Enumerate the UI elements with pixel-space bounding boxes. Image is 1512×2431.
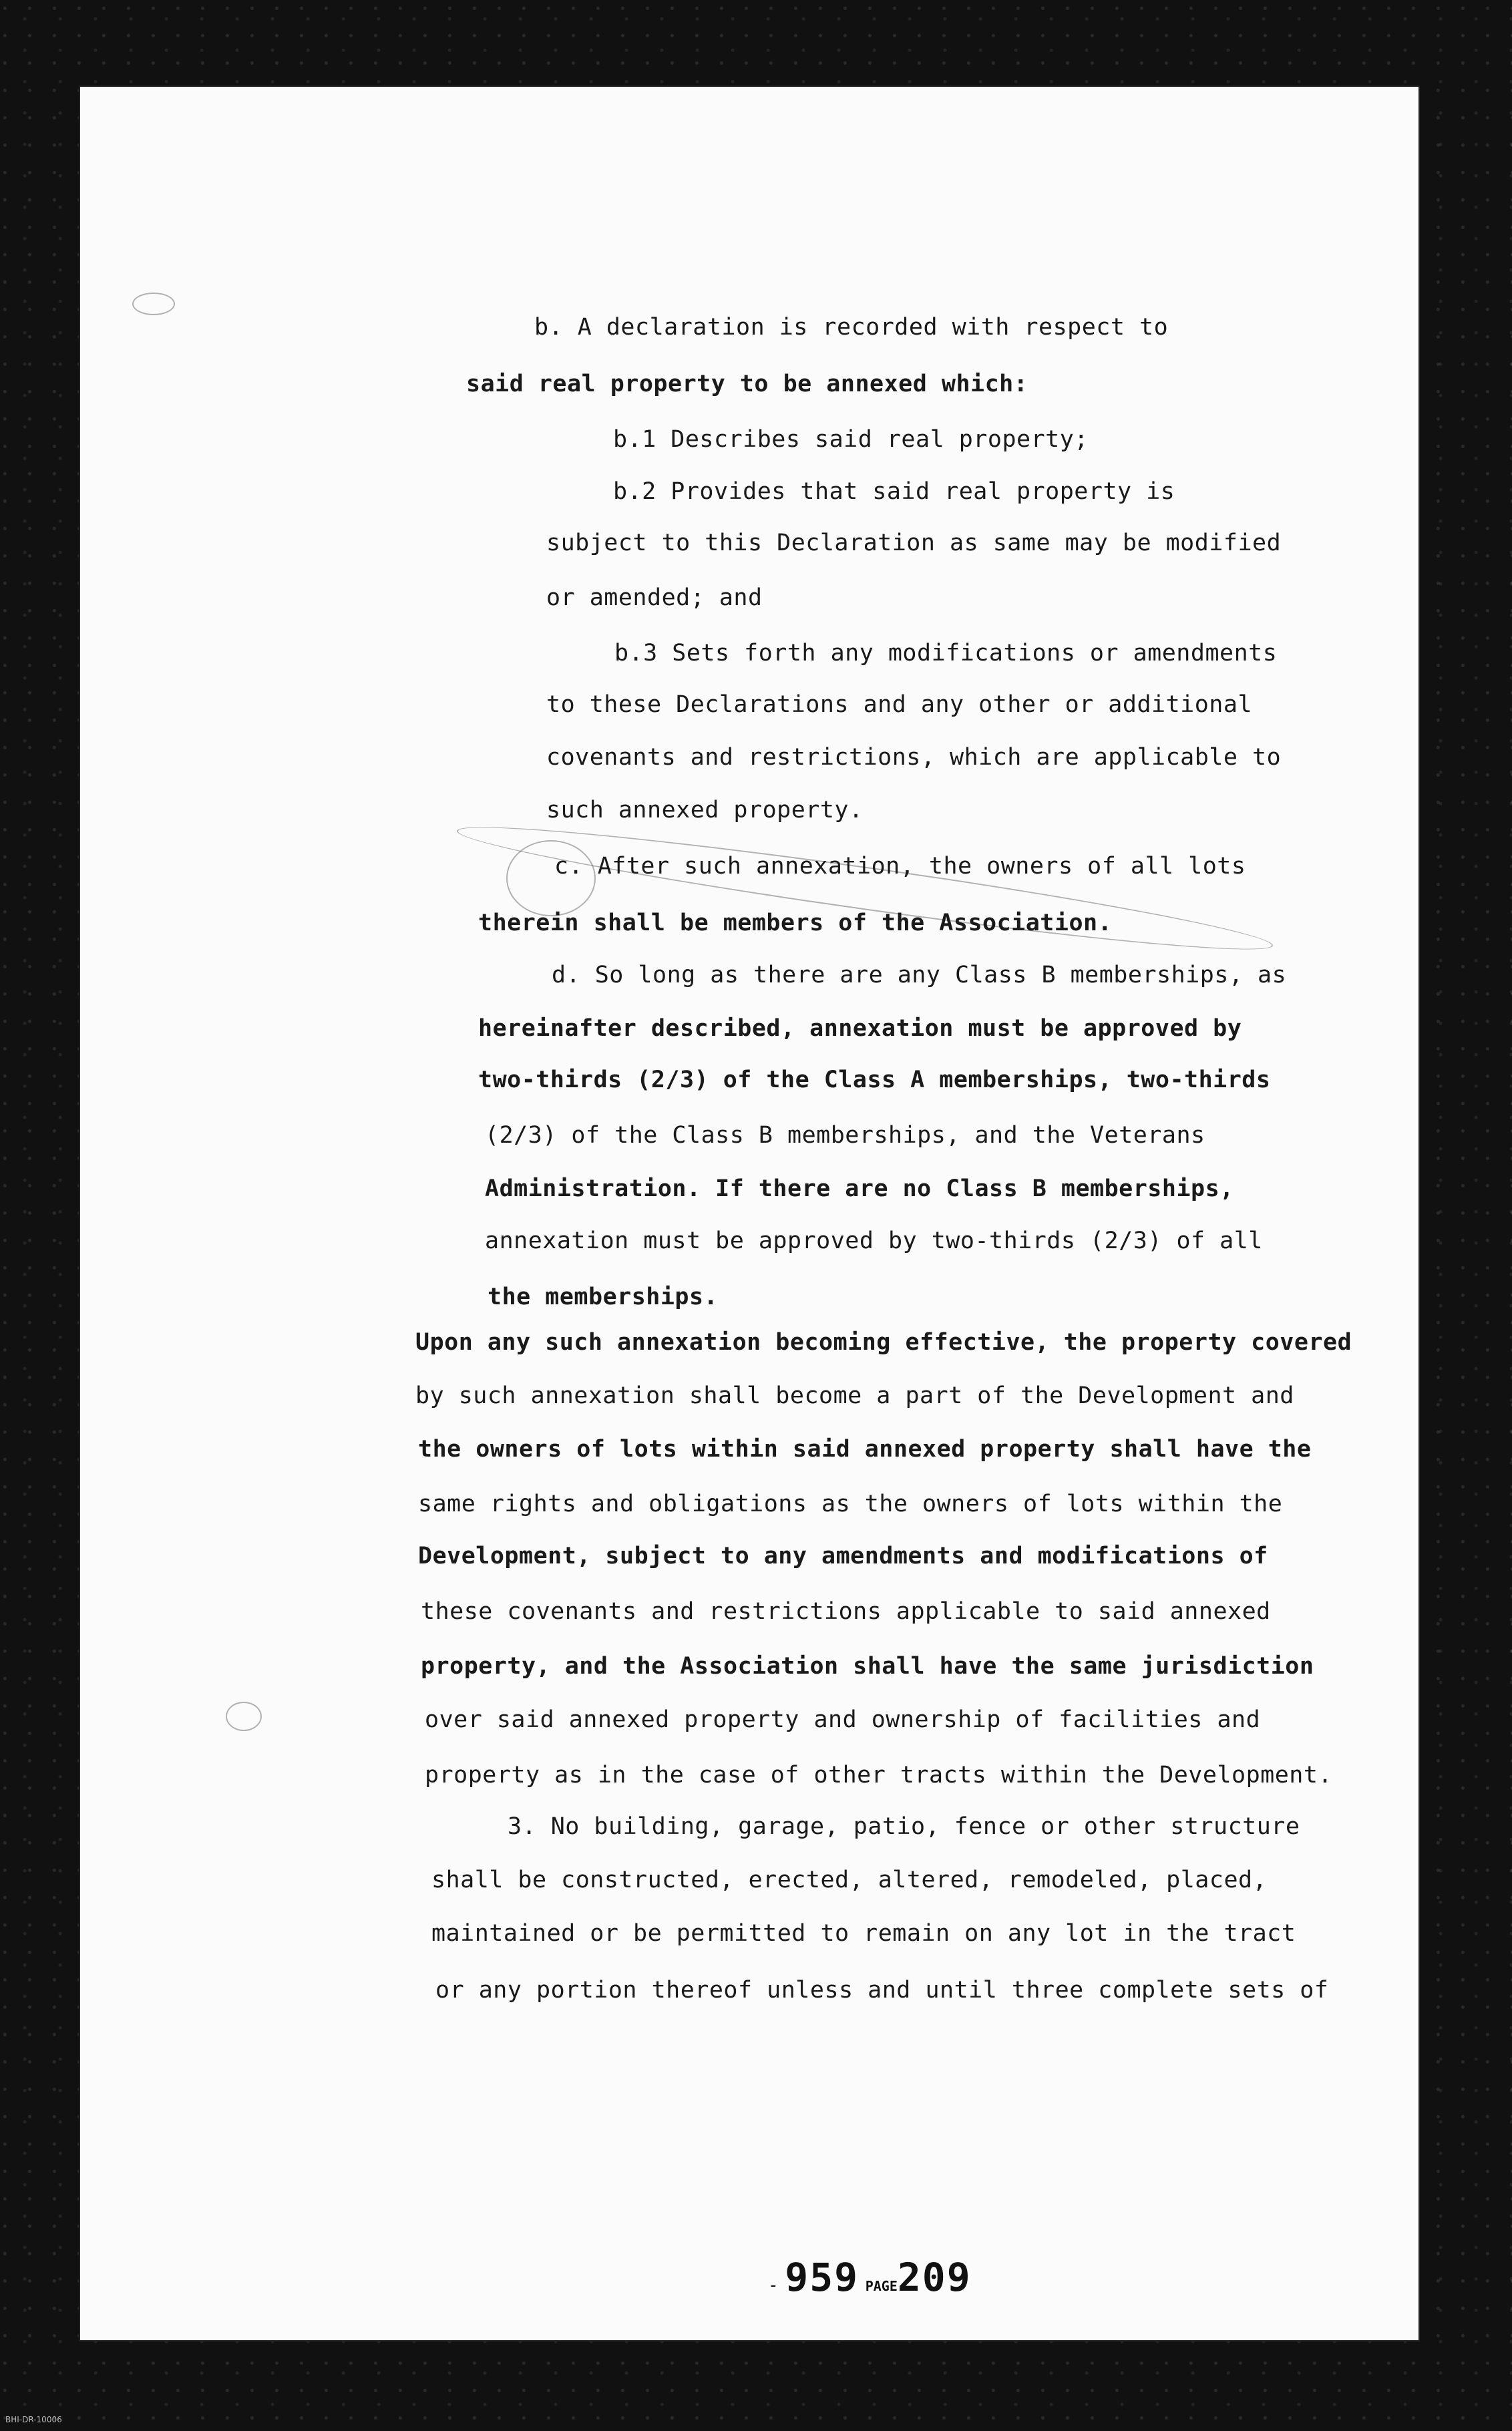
- doc-line: Administration. If there are no Class B memberships,: [485, 1175, 1234, 1202]
- doc-line: (2/3) of the Class B memberships, and the Veterans: [485, 1122, 1205, 1149]
- scan-smudge: [132, 293, 175, 315]
- doc-line: b.1 Describes said real property;: [613, 426, 1089, 453]
- doc-line: 3. No building, garage, patio, fence or other structure: [508, 1813, 1300, 1840]
- doc-line: maintained or be permitted to remain on any lot in the tract: [431, 1920, 1296, 1947]
- doc-line: Development, subject to any amendments and modifications of: [418, 1543, 1268, 1569]
- doc-line: said real property to be annexed which:: [466, 371, 1028, 397]
- doc-line: two-thirds (2/3) of the Class A memberships, two-thirds: [478, 1067, 1271, 1093]
- doc-line: covenants and restrictions, which are applicable to: [546, 744, 1282, 771]
- footer-prefix: -: [768, 2275, 779, 2295]
- scan-stamp: BHI-DR-10006: [5, 2415, 62, 2424]
- scan-smudge: [226, 1702, 262, 1731]
- doc-line: shall be constructed, erected, altered, remodeled, placed,: [431, 1867, 1268, 1893]
- doc-line: Upon any such annexation becoming effective, the property covered: [415, 1329, 1352, 1356]
- doc-line: annexation must be approved by two-thirds (2/3) of all: [485, 1228, 1263, 1254]
- book-page-footer: [768, 2255, 972, 2300]
- doc-line: c. After such annexation, the owners of all lots: [554, 853, 1246, 880]
- doc-line: over said annexed property and ownership of facilities and: [425, 1706, 1261, 1733]
- doc-line: the owners of lots within said annexed property shall have the: [418, 1436, 1312, 1463]
- doc-line: therein shall be members of the Association.: [478, 910, 1113, 936]
- page-label: PAGE: [865, 2278, 898, 2294]
- doc-line: these covenants and restrictions applicable to said annexed: [421, 1598, 1271, 1625]
- doc-line: same rights and obligations as the owners of lots within the: [418, 1491, 1283, 1517]
- doc-line: d. So long as there are any Class B memberships, as: [552, 962, 1287, 988]
- doc-line: the memberships.: [488, 1284, 719, 1310]
- page-number: 209: [897, 2255, 972, 2300]
- doc-line: or any portion thereof unless and until three complete sets of: [435, 1977, 1329, 2004]
- doc-line: by such annexation shall become a part of the Development and: [415, 1382, 1294, 1409]
- doc-line: subject to this Declaration as same may be modified: [546, 530, 1282, 556]
- doc-line: property, and the Association shall have the same jurisdiction: [421, 1653, 1314, 1680]
- book-number: 959: [785, 2255, 860, 2300]
- doc-line: b.3 Sets forth any modifications or amendments: [614, 640, 1278, 667]
- doc-line: to these Declarations and any other or additional: [546, 691, 1253, 718]
- doc-line: such annexed property.: [546, 797, 864, 823]
- doc-line: property as in the case of other tracts within the Development.: [425, 1762, 1333, 1789]
- doc-line: b. A declaration is recorded with respect to: [534, 314, 1169, 341]
- doc-line: hereinafter described, annexation must be approved by: [478, 1015, 1242, 1042]
- doc-line: or amended; and: [546, 584, 763, 611]
- doc-line: b.2 Provides that said real property is: [613, 478, 1175, 505]
